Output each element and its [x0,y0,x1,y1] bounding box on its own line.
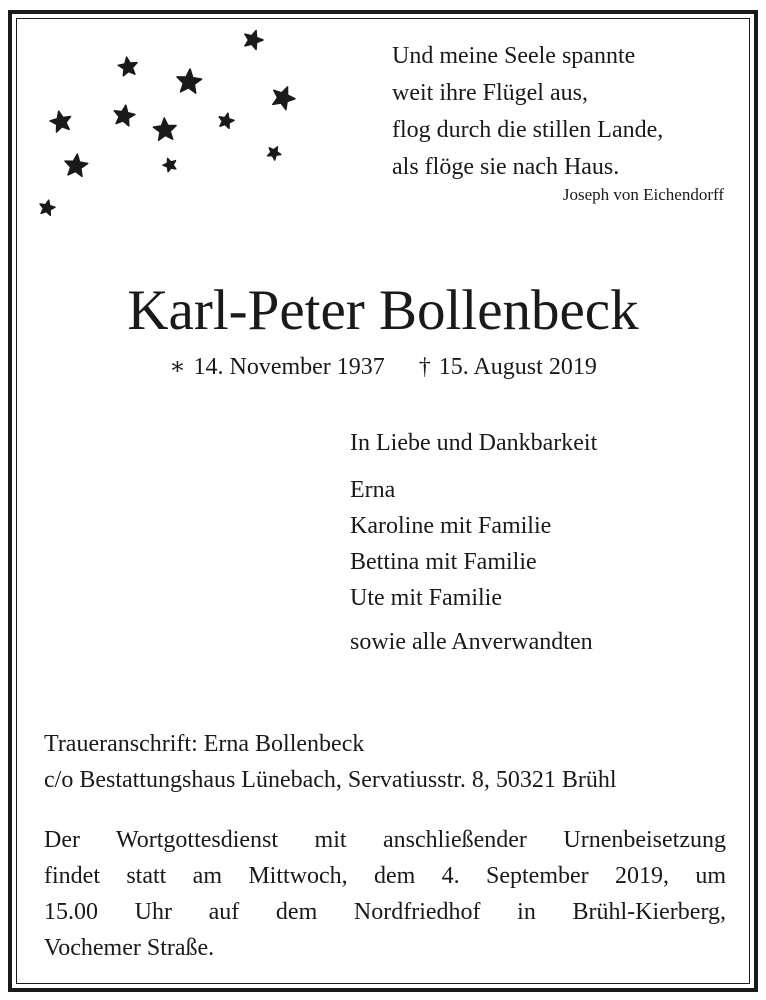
service-line: Der Wortgottesdienst mit anschließender Urnenbeisetzung [44,827,726,853]
star-icon [114,105,135,126]
service-line: Vochemer Straße. [44,935,215,961]
birth-date: 14. November 1937 [193,354,385,380]
poem-line: weit ihre Flügel aus, [392,80,588,106]
star-icon [163,158,176,171]
star-icon [118,57,137,76]
star-icon [40,200,55,215]
mourner-name: Bettina mit Familie [350,549,537,575]
mourner-name: Karoline mit Familie [350,513,552,539]
stars-icon [30,25,310,225]
life-dates [0,352,766,381]
address-line: Traueranschrift: Erna Bollenbeck [44,731,365,757]
star-icon [273,87,295,110]
mourning-address [44,726,734,798]
deceased-name: Karl-Peter Bollenbeck [127,279,639,342]
star-icon [245,31,263,50]
star-icon [177,69,202,93]
birth-symbol: ∗ [169,354,186,380]
star-icon [65,154,88,176]
service-line: findet statt am Mittwoch, dem 4. September 2019, um [44,863,726,889]
mourner-name: Ute mit Familie [350,585,502,611]
poem [392,38,732,186]
death-date: 15. August 2019 [438,354,597,380]
star-icon [153,118,176,140]
poem-author: Joseph von Eichendorff [562,185,724,204]
star-icon [268,147,281,160]
poem-line: flog durch die stillen Lande, [392,117,664,143]
relatives: sowie alle Anverwandten [350,629,593,655]
star-icon [219,113,234,128]
death-symbol: † [418,354,431,380]
poem-line: Und meine Seele spannte [392,43,636,69]
poem-line: als flöge sie nach Haus. [392,154,620,180]
mourners-block [350,424,730,660]
service-line: 15.00 Uhr auf dem Nordfriedhof in Brühl-Kierberg, [44,899,726,925]
service-info [44,822,726,966]
address-line: c/o Bestattungshaus Lünebach, Servatiusstr. 8, 50321 Brühl [44,767,617,793]
mourner-name: Erna [350,477,396,503]
star-icon [50,111,70,132]
dedication: In Liebe und Dankbarkeit [350,430,598,456]
